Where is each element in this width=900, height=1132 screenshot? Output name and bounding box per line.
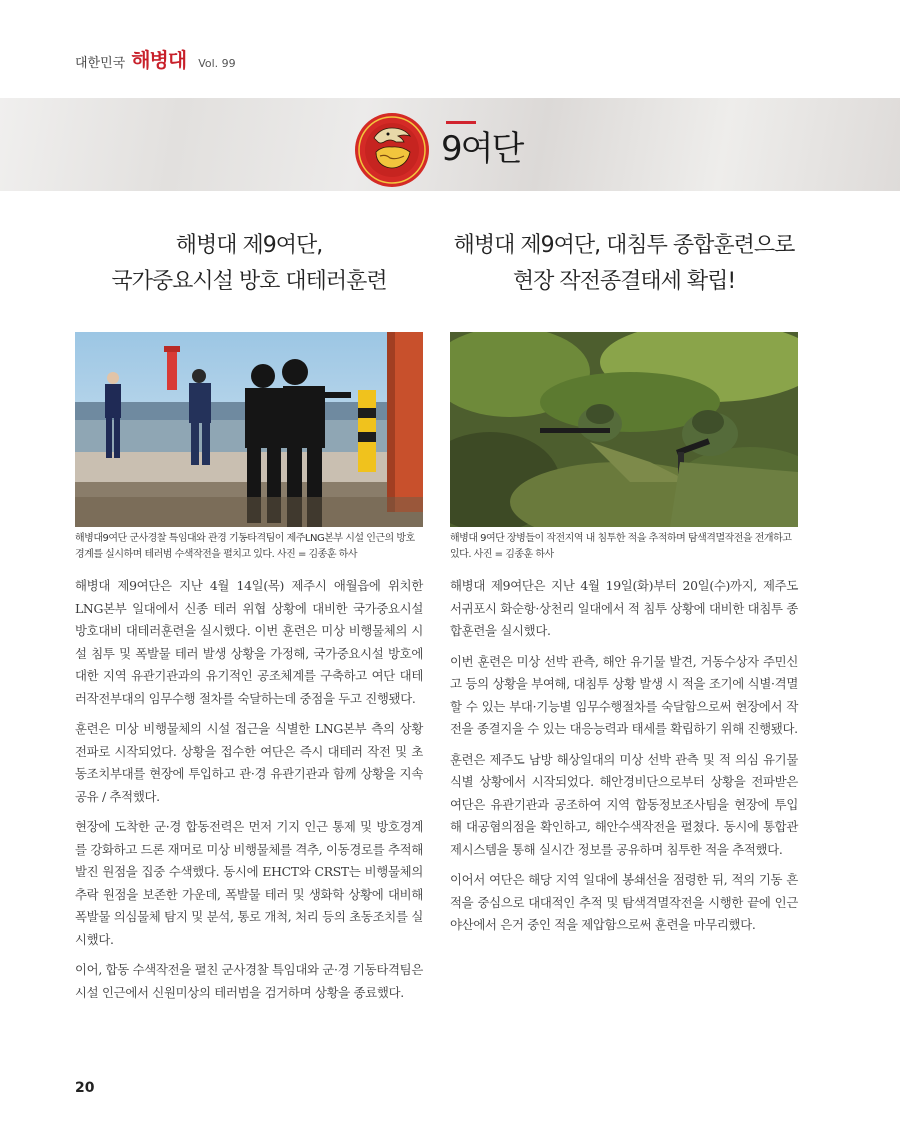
- article-right-caption: 해병대 9여단 장병들이 작전지역 내 침투한 적을 추적하며 탐색격멸작전을 전개하고 있다. 사진 = 김종훈 하사: [450, 533, 792, 560]
- section-accent-bar: [446, 121, 476, 124]
- article-left-body: [75, 575, 423, 1004]
- article-right-headline-line1: 해병대 제9여단, 대침투 종합훈련으로: [453, 233, 795, 258]
- article-right-paragraph: 이어서 여단은 해당 지역 일대에 봉쇄선을 점령한 뒤, 적의 기동 흔적을 중심으로 대대적인 추적 및 탐색격멸작전을 시행한 끝에 인근 야산에서 은거 중인 적을 제압함으로써 훈련을 마무리했다.: [450, 872, 798, 932]
- article-left-photo: [75, 332, 423, 527]
- article-right-headline-line2: 현장 작전종결태세 확립!: [512, 269, 736, 294]
- masthead-country: 대한민국: [75, 56, 126, 71]
- article-left-caption: 해병대9여단 군사경찰 특임대와 관경 기동타격팀이 제주LNG본부 시설 인근의 방호경계를 실시하며 테러범 수색작전을 펼치고 있다. 사진 = 김종훈 하사: [75, 533, 415, 560]
- article-left-paragraph: 훈련은 미상 비행물체의 시설 접근을 식별한 LNG본부 측의 상황전파로 시작되었다. 상황을 접수한 여단은 즉시 대테러 작전 및 초동조치부대를 현장에 투입하고 관·경 유관기관과 함께 상황을 지속 공유 / 추적했다.: [75, 721, 423, 804]
- article-left-paragraph: 해병대 제9여단은 지난 4월 14일(목) 제주시 애월읍에 위치한 LNG본부 일대에서 신종 테러 위협 상황에 대비한 국가중요시설 방호대비 대테러훈련을 실시했다. 이번 훈련은 미상 비행물체의 시설 침투 및 폭발물 테러 발생 상황을 가정해, 국가중요시설 방호에 대한 지역 유관기관과의 유기적인 공조체계를 구축하고 여단 대테러작전부대의 임무수행 절차를 숙달하는데 중점을 두고 진행됐다.: [75, 578, 423, 706]
- article-right-paragraph: 이번 훈련은 미상 선박 관측, 해안 유기물 발견, 거동수상자 주민신고 등의 상황을 부여해, 대침투 상황 발생 시 적을 조기에 식별·격멸할 수 있는 부대·기능별 임무수행절차를 숙달함으로써 현장에서 작전을 종결지을 수 있는 대응능력과 태세를 확립하기 위해 진행됐다.: [450, 653, 798, 736]
- section-unit-title: 9여단: [441, 129, 523, 169]
- article-left-headline: [75, 228, 423, 324]
- page-number: 20: [75, 1080, 95, 1096]
- masthead-brand: 해병대: [131, 48, 187, 72]
- unit-emblem-icon: [354, 112, 430, 188]
- article-right-paragraph: 훈련은 제주도 남방 해상일대의 미상 선박 관측 및 적 의심 유기물 식별 상황에서 시작되었다. 해안경비단으로부터 상황을 전파받은 여단은 유관기관과 공조하여 지역 합동정보조사팀을 현장에 투입해 대공혐의점을 확인하고, 해안수색작전을 펼쳤다. 동시에 통합관제시스템을 통해 실시간 정보를 공유하며 침투한 적을 추적했다.: [450, 751, 798, 857]
- article-left-headline-line2: 국가중요시설 방호 대테러훈련: [111, 269, 387, 294]
- article-left: [75, 228, 423, 1012]
- article-right: [450, 228, 798, 945]
- article-right-body: [450, 575, 798, 937]
- masthead-volume: Vol. 99: [198, 57, 236, 70]
- article-left-paragraph: 이어, 합동 수색작전을 펼친 군사경찰 특임대와 군·경 기동타격팀은 시설 인근에서 신원미상의 테러범을 검거하며 상황을 종료했다.: [75, 962, 423, 1000]
- masthead: [75, 44, 236, 73]
- article-right-photo: [450, 332, 798, 527]
- article-right-headline: [450, 228, 798, 324]
- article-left-headline-line1: 해병대 제9여단,: [175, 233, 323, 258]
- article-left-paragraph: 현장에 도착한 군·경 합동전력은 먼저 기지 인근 통제 및 방호경계를 강화하고 드론 재머로 미상 비행물체를 격추, 이동경로를 추적해 발진 원점을 집중 수색했다. 동시에 EHCT와 CRST는 비행물체의 추락 원점을 보존한 가운데, 폭발물 테러 및 생화학 상황에 대비해 폭발물 의심물체 탐지 및 분석, 통로 개척, 처리 등의 초동조치를 실시했다.: [75, 819, 423, 947]
- article-right-paragraph: 해병대 제9여단은 지난 4월 19일(화)부터 20일(수)까지, 제주도 서귀포시 화순항·상천리 일대에서 적 침투 상황에 대비한 대침투 종합훈련을 실시했다.: [450, 578, 798, 638]
